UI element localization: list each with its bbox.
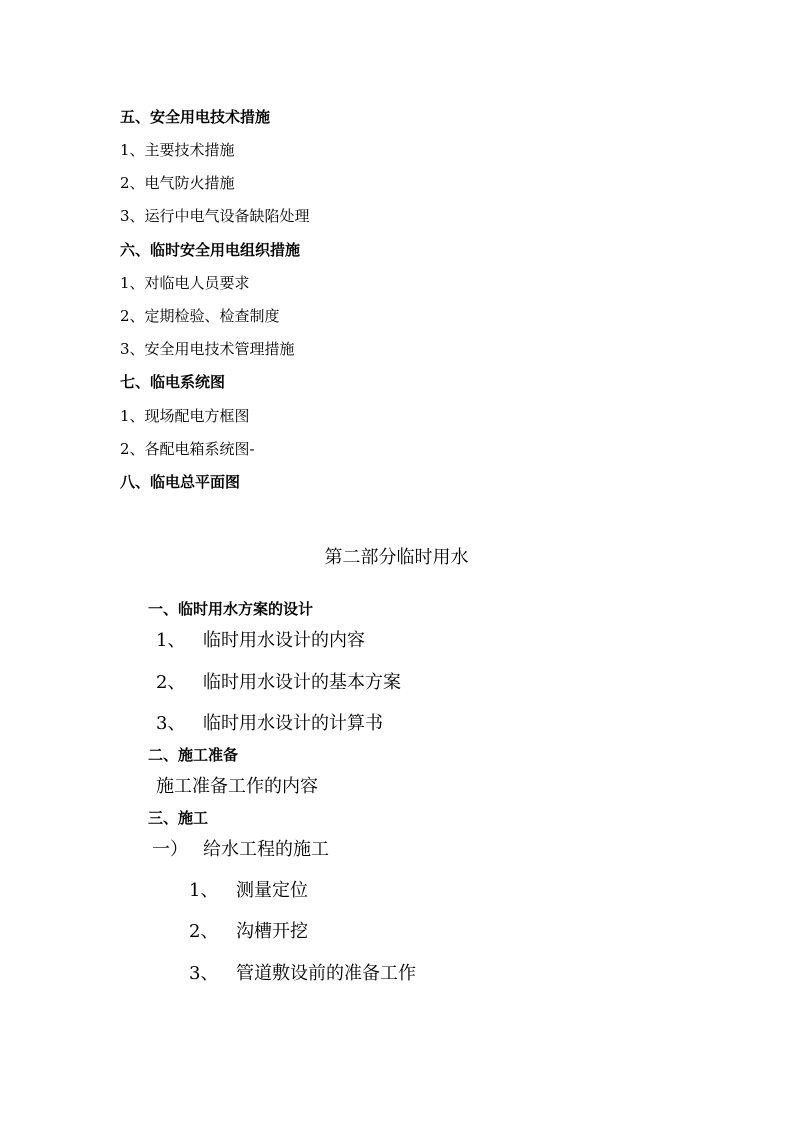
heading-water-3: 三、施工 [148,809,209,827]
item-6-1: 1、对临电人员要求 [120,274,250,292]
item-number: 3、 [156,713,186,734]
item-5-2: 2、电气防火措施 [120,174,235,192]
heading-section-5: 五、安全用电技术措施 [120,108,271,126]
list-item [156,715,383,733]
heading-section-7: 七、临电系统图 [120,373,226,391]
item-7-2: 2、各配电箱系统图- [120,440,255,458]
part-title: 第二部分临时用水 [324,547,469,568]
list-item [156,632,365,650]
list-item [189,965,416,983]
subsection-text: 给水工程的施工 [203,839,329,860]
heading-water-2: 二、施工准备 [148,746,239,764]
list-item [189,923,308,941]
subsection-number: 一） [152,839,188,860]
item-text: 测量定位 [236,880,308,901]
item-text: 临时用水设计的基本方案 [203,672,401,693]
item-number: 2、 [189,921,219,942]
item-text: 沟槽开挖 [236,921,308,942]
paragraph-text: 施工准备工作的内容 [156,776,318,797]
item-text: 管道敷设前的准备工作 [236,963,416,984]
item-5-1: 1、主要技术措施 [120,141,235,159]
heading-section-6: 六、临时安全用电组织措施 [120,241,301,259]
item-7-1: 1、现场配电方框图 [120,407,250,425]
item-5-3: 3、运行中电气设备缺陷处理 [120,207,310,225]
list-item [156,674,401,692]
item-number: 2、 [156,672,186,693]
list-item [189,882,308,900]
item-6-2: 2、定期检验、检查制度 [120,307,280,325]
item-number: 1、 [189,880,219,901]
subsection-heading [152,841,329,859]
item-number: 3、 [189,963,219,984]
heading-water-1: 一、临时用水方案的设计 [148,600,314,618]
item-6-3: 3、安全用电技术管理措施 [120,340,295,358]
item-number: 1、 [156,630,186,651]
heading-section-8: 八、临电总平面图 [120,473,241,491]
item-text: 临时用水设计的计算书 [203,713,383,734]
item-text: 临时用水设计的内容 [203,630,365,651]
